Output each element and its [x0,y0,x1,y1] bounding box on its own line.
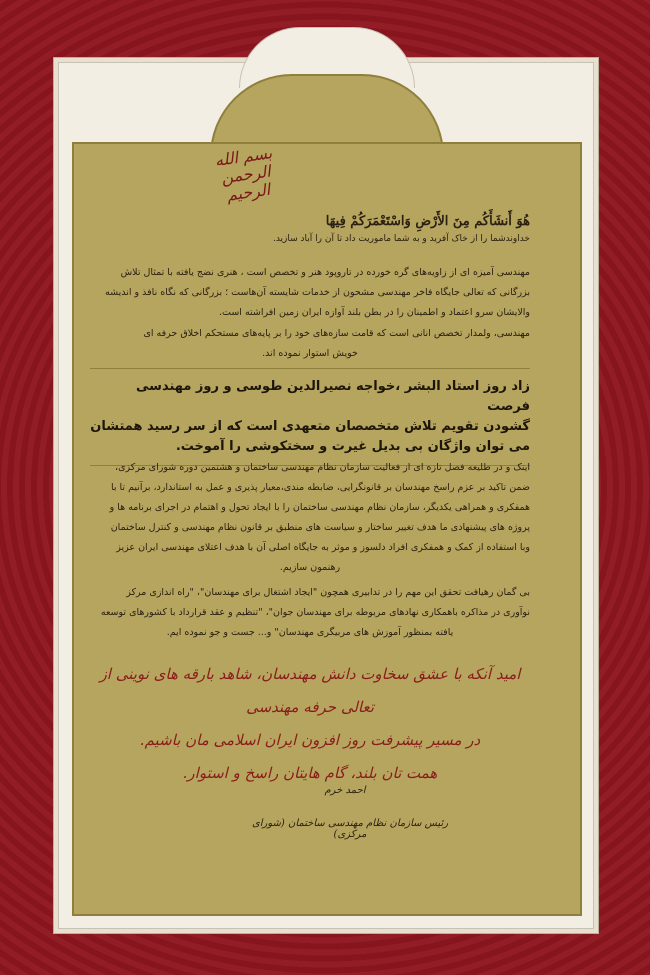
paragraph-2: مهندسی، ولمدار تخصص انانی است که قامت سازه‌های خود را بر پایه‌های مستحکم اخلاق حرفه ای خویش استوار نموده اند. [143,328,530,359]
quran-verse: هُوَ أَنشَأَکُم مِنَ الأَرْضِ وَاسْتَعْمَرَکُمْ فِیهَا [325,214,530,229]
closing-wish-calligraphy: امید آنکه با عشق سخاوت دانش مهندسان، شاهد بارقه های نوینی از تعالی حرفه مهندسی در مسیر پیشرفت روز افزون ایران اسلامی مان باشیم. همت تان بلند، گام هایتان راسخ و استوار. [99,665,521,782]
paragraph-4: بی گمان رهیافت تحقق این مهم را در تدابیری همچون "ایجاد اشتغال برای مهندسان"، "راه اندازی مرکز نوآوری در مذاکره باهمکاری نهادهای مربوطه برای مهندسان جوان"، "تنظیم و عقد قرارداد با کشورهای توسعه یافته بمنظور آموزش های مربیگری مهندسان" و... جست و جو نموده ایم. [100,587,530,638]
paragraph-3: اینک و در طلیعه فصل تازه ای از فعالیت سازمان نظام مهندسی ساختمان و هشتمین دوره شورای مرکزی، ضمن تاکید بر عزم راسخ مهندسان بر قانونگرایی، ضابطه مندی،معیار پذیری و عمل به استاندارد، برآنیم تا با همفکری و همراهی یکدیگر، سازمان نظام مهندسی ساختمان را با ایجاد تحول و اهتمام در اجرای برنامه ها و پروژه های پیشنهادی ما هدف تغییر ساختار و سیاست های منطبق بر قانون نظام مهندسی و کنترل ساختمان وبا استفاده از کمک و همفکری افراد دلسوز و موثر به جایگاه اصلی آن با هدف اعتلای مهندسی ایران عزیز رهنمون سازیم. [109,462,530,573]
verse-translation: خداوندشما را از خاک آفرید و به شما ماموریت داد تا آن را آباد سازید. [272,234,530,244]
highlight-statement: زاد روز استاد البشر ،خواجه نصیرالدین طوسی و روز مهندسی فرصت گشودن تقویم تلاش متخصصان متعهدی است که از سر رسید همتشان می توان واژگان بی بدیل غیرت و سختکوشی را آموخت. [90,368,530,466]
signature-name: احمد خرم [324,785,366,796]
bismillah-calligraphy: بسم الله الرحمن الرحیم [213,143,274,205]
signature-title: رئیس سازمان نظام مهندسی ساختمان (شورای مرکزی) [251,818,449,840]
paragraph-1: مهندسی آمیزه ای از زاویه‌های گره خورده در تاروپود هنر و تخصص است ، هنری نضج یافته با تمثال تلاش بزرگانی که تعالی جایگاه فاخر مهندسی مشحون از خدمات شایسته آن‌هاست ؛ بزرگانی که نگاه نافذ و اندیشه والایشان سرو اعتماد و اطمینان را در بطن بلند آوازه ایران زمین افراشته است. [105,267,530,318]
